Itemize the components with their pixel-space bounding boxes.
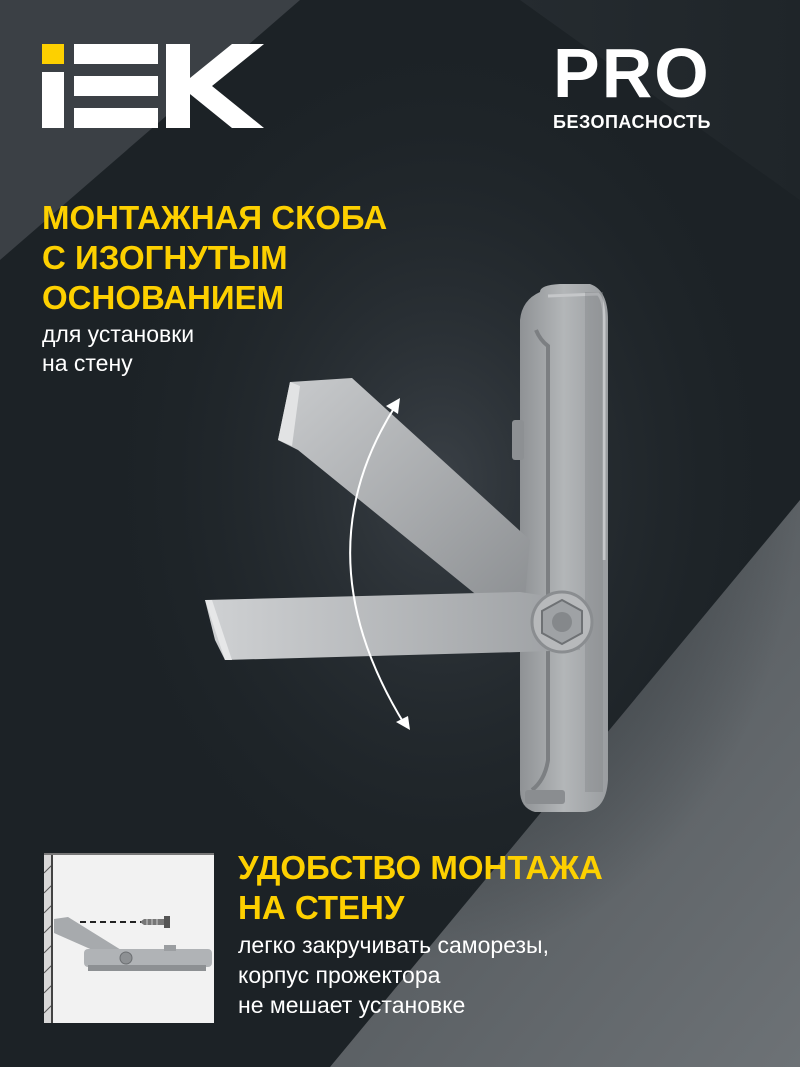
secondary-body-line-1: легко закручивать саморезы, [238,932,549,958]
headline-line-1: МОНТАЖНАЯ СКОБА [42,199,388,236]
secondary-headline-line-1: УДОБСТВО МОНТАЖА [238,849,603,886]
secondary-body [238,930,549,1020]
secondary-body-line-3: не мешает установке [238,992,466,1018]
secondary-body-line-2: корпус прожектора [238,962,441,988]
headline-line-3: ОСНОВАНИЕМ [42,279,285,316]
bracket-arm-tilted [278,378,530,610]
bracket-bolt [532,592,592,652]
secondary-headline-line-2: НА СТЕНУ [238,889,405,926]
secondary-headline [238,848,603,928]
pro-subtitle: БЕЗОПАСНОСТЬ [553,112,711,132]
headline-line-2: С ИЗОГНУТЫМ [42,239,288,276]
pro-word: PRO [553,34,711,112]
subtitle-line-1: для установки [42,321,195,347]
subtitle-line-2: на стену [42,350,133,376]
bracket-arm-horizontal [205,592,580,660]
wall-mount-thumbnail [44,853,214,1023]
